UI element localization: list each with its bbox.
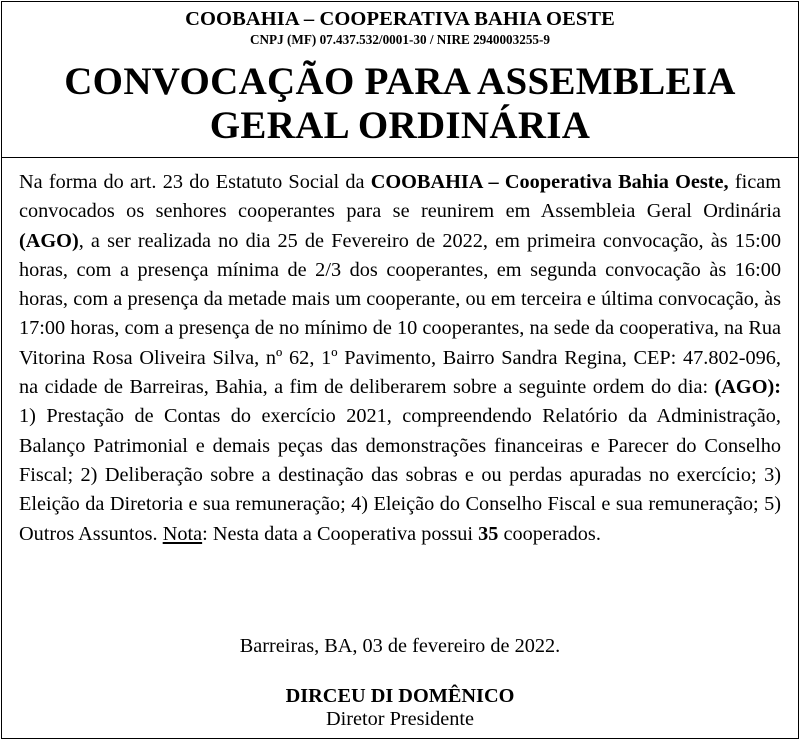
body-bold-ago-agenda: (AGO): [714, 376, 781, 399]
notice-body [19, 168, 781, 549]
notice-frame [1, 1, 799, 739]
body-text-5: : Nesta data a Cooperativa possui [202, 522, 479, 545]
body-text-2: ficam convocados os senhores cooperantes para se reunirem em Assembleia Geral Ordinária [19, 171, 781, 223]
body-bold-ago: (AGO) [19, 229, 79, 252]
body-text-4: 1) Prestação de Contas do exercício 2021, compreendendo Relatório da Administração, Balanço Patrimonial e demais peças das demonstrações financeiras e Parecer do Conselho Fiscal; 2) Deliberação sobre a destinação das sobras e ou perdas apuradas no exercício; 3) Eleição da Diretoria e sua remuneração; 4) Eleição do Conselho Fiscal e sua remuneração; 5) Outros Assuntos. [19, 405, 781, 545]
body-text-1: Na forma do art. 23 do Estatuto Social da [19, 171, 371, 193]
body-bold-cooperative-name: COOBAHIA – Cooperativa Bahia Oeste, [370, 171, 729, 193]
notice-title-line-1: CONVOCAÇÃO PARA ASSEMBLEIA [64, 60, 736, 103]
signer-name: DIRCEU DI DOMÊNICO [285, 685, 515, 707]
notice-title-line-2: GERAL ORDINÁRIA [209, 104, 591, 147]
organization-name: COOBAHIA – COOPERATIVA BAHIA OESTE [185, 8, 615, 30]
body-bold-member-count: 35 [478, 522, 499, 545]
place-and-date: Barreiras, BA, 03 de fevereiro de 2022. [239, 635, 561, 657]
body-text-6: cooperados. [498, 522, 601, 545]
registration-numbers: CNPJ (MF) 07.437.532/0001-30 / NIRE 2940003255-9 [250, 32, 550, 47]
header-divider [2, 157, 798, 158]
body-note-label: Nota [162, 522, 203, 545]
notice-title [2, 60, 798, 148]
signer-role: Diretor Presidente [325, 708, 475, 730]
body-text-3: , a ser realizada no dia 25 de Fevereiro de 2022, em primeira convocação, às 15:00 horas, com a presença mínima de 2/3 dos cooperantes, em segunda convocação às 16:00 horas, com a presença da metade mais um cooperante, ou em terceira e última convocação, às 17:00 horas, com a presença de no mínimo de 10 cooperantes, na sede da cooperativa, na Rua Vitorina Rosa Oliveira Silva, nº 62, 1º Pavimento, Bairro Sandra Regina, CEP: 47.802-096, na cidade de Barreiras, Bahia, a fim de deliberarem sobre a seguinte ordem do dia: [19, 229, 781, 399]
